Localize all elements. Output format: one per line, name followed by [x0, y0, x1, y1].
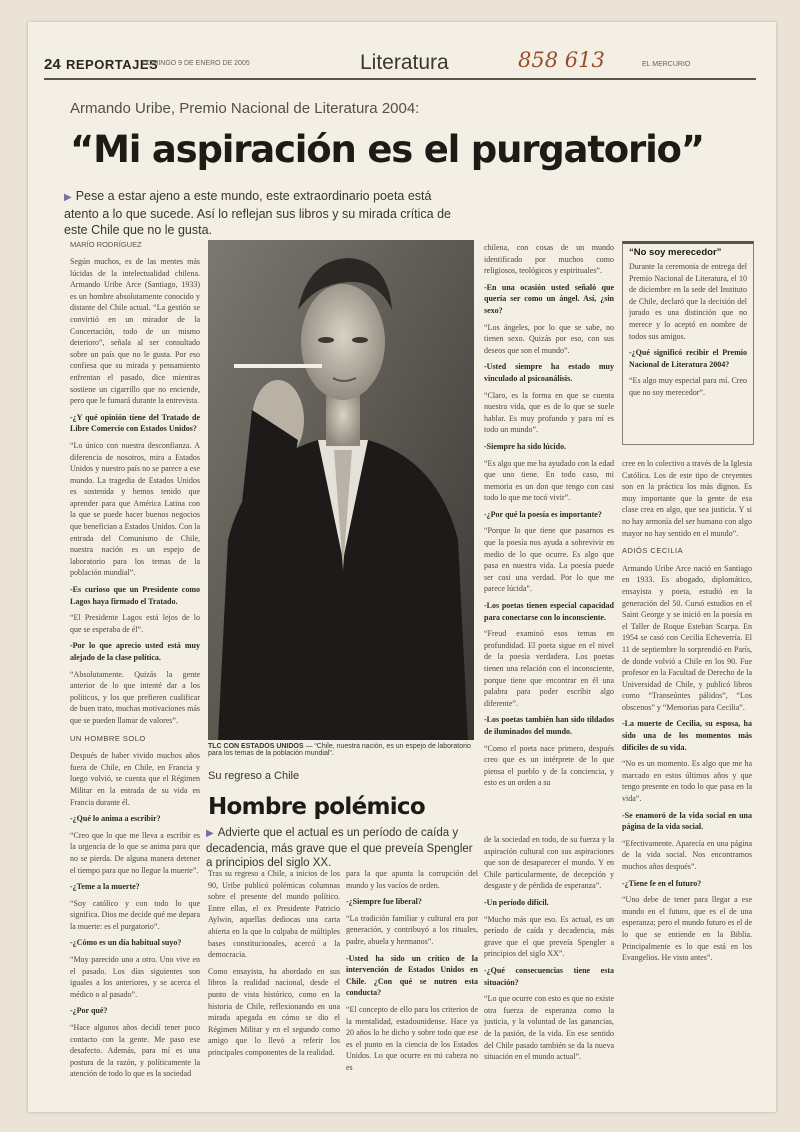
article-headline: “Mi aspiración es el purgatorio”	[70, 128, 704, 171]
question: -¿Por qué la poesía es importante?	[484, 509, 602, 519]
answer: “Soy católico y con todo lo que significa. Dios me decide qué me depara la muerte: es el purgatorio”.	[70, 898, 200, 931]
question: -¿Siempre fue liberal?	[346, 897, 422, 907]
answer: “Es algo muy especial para mí. Creo que no soy merecedor”.	[629, 376, 747, 397]
paragraph: Como ensayista, ha abordado en sus libros la realidad nacional, desde el punto de vista histórico, como en la historia de Chile, reflexionando en una mirada apegada en cómo se dio el Régimen Militar y en el segundo como amigo que lo llevó a referir los principales componentes de la realidad.	[208, 966, 340, 1057]
paragraph: de la sociedad en todo, de su fuerza y la aspiración cultural con sus aspiraciones que son de desaparecer el mundo. Y en Chile particularmente, de decepción y desgaste y de pérdida de esperanza”.	[484, 835, 614, 891]
column-3b	[484, 834, 614, 1092]
answer: “Como el poeta nace primero, después creo que es un intérprete de lo que piensa el pueblo y de la conciencia, y esto es un orden a su	[484, 743, 614, 788]
question: -Los poetas tienen especial capacidad para conectarse con lo inconsciente.	[484, 601, 614, 622]
question: -Se enamoró de la vida social en una página de la vida social.	[622, 810, 752, 832]
photo-tag: Su regreso a Chile	[208, 770, 300, 782]
caption-label: TLC CON ESTADOS UNIDOS	[208, 743, 304, 750]
question: -¿Qué lo anima a escribir?	[70, 814, 161, 824]
answer: “Los ángeles, por lo que se sabe, no tienen sexo. Quizás por eso, con sus deseos que son el mundo”.	[484, 322, 614, 355]
question: -Usted siempre ha estado muy vinculado al psicoanálisis.	[484, 362, 614, 383]
column-3	[484, 242, 614, 830]
question: -¿Por qué?	[70, 1006, 108, 1016]
section-name: REPORTAJES	[66, 57, 159, 72]
sidebar-box-title: “No soy merecedor”	[629, 247, 722, 258]
question: -Siempre ha sido lúcido.	[484, 441, 567, 451]
answer: “Hace algunos años decidí tener poco contacto con la gente. Me paso ese desafecto. Además, para mí es una postura de la razón, y políticamente la atención de todo lo que es la sociedad	[70, 1023, 200, 1079]
column-2a	[208, 868, 340, 1092]
paragraph: cree en lo colectivo a través de la Iglesia Católica. Los de este tipo de creyentes son en la práctica los más dignos. Es muy importante que la gente de esa clase crea en algo, que sea justicia. Y si no hay armonía del ser humano con algo mayor no hay sentido en el mundo”.	[622, 459, 752, 538]
answer: “No es un momento. Es algo que me ha marcado en estos últimos años y que tengo presente en todo lo que pasa en la vida”.	[622, 759, 752, 804]
question: -Usted ha sido un crítico de la intervención de Estados Unidos en Chile. ¿Con qué se nutren esta conducta?	[346, 953, 478, 998]
question: -¿Qué significó recibir el Premio Nacional de Literatura 2004?	[629, 348, 747, 369]
paragraph: chilena, con cosas de un mundo identificado por muchos como religiosos, teológicos y espirituales”.	[484, 243, 614, 276]
paragraph: Después de haber vivido muchos años fuera de Chile, en Chile, en Francia y luego volvió, se cuenta que el Régimen Militar en la entrada de su vida en Francia durante él.	[70, 751, 200, 807]
question: -¿Tiene fe en el futuro?	[622, 878, 702, 888]
question: -La muerte de Cecilia, su esposa, ha sido una de los momentos más difíciles de su vida.	[622, 719, 752, 752]
paragraph: Según muchos, es de las mentes más lúcidas de la intelectualidad chilena. Armando Uribe Arce (Santiago, 1933) es un hombre absolutamente conocido y distante del Chile actual. “La gestión se convirtió en un mirador de la Concertación, todo de un mismo deterioro”, señala al ser consultado sobre un país que no le gusta. Por eso confiesa que su mirada y pensamiento enfrentan el pasado, dice mientras sostiene un cigarrillo que no enciende, pero que le fumará durante la entrevista.	[70, 257, 200, 406]
article-deck-text: Pese a estar ajeno a este mundo, este extraordinario poeta está atento a lo que sucede. Así lo reflejan sus libros y su mirada crítica de este Chile que no le gusta.	[64, 189, 452, 237]
byline: MARÍO RODRÍGUEZ	[70, 240, 142, 249]
answer: “La tradición familiar y cultural era por generación, y contribuyó a los rituales, padre, abuela y hermanos”.	[346, 913, 478, 946]
answer: “Lo que ocurre con esto es que no existe otra fuerza de esperanza como la justicia, y la voluntad de las ganancias, de la pasión, de la vida. En ese sentido del Chile pasado también se da la nueva situación en el mundo actual”.	[484, 994, 614, 1062]
question: -En una ocasión usted señaló que quería ser como un ángel. Así, ¿sin sexo?	[484, 282, 614, 315]
answer: “El Presidente Lagos está lejos de lo que se esperaba de él”.	[70, 613, 200, 634]
paragraph: Tras su regreso a Chile, a inicios de los 90, Uribe publicó polémicas columnas sobre el presente del mundo político. Entre ellas, el ex Presidente Patricio Aylwin, aquellas dediocas una carta abierta en la que lo culpaba de múltiples bases constitucionales, acercó a la democracia.	[208, 869, 340, 960]
caption-text: “Chile, nuestra nación, es un espejo de laboratorio para los temas de la población mundial”.	[208, 743, 471, 757]
question: -Un período difícil.	[484, 897, 549, 907]
subheading: ADIÓS CECILIA	[622, 546, 684, 556]
issue-date: DOMINGO 9 DE ENERO DE 2005	[142, 60, 250, 67]
section-rubric: Literatura	[360, 51, 449, 74]
question: -¿Qué consecuencias tiene esta situación?	[484, 965, 614, 987]
portrait-illustration	[208, 240, 474, 740]
paragraph: Armando Uribe Arce nació en Santiago en 1933. Es abogado, diplomático, ensayista y poeta, estudió en la generación del 50. Cursó estudios en el Saint George y se inició en la poesía en el Taller de Roque Esteban Scarpa. En 1954 se casó con Cecilia Echeverría. El 11 de septiembre lo sorprendió en París, de donde volvió a Chile en los 90. Fue profesor en la Facultad de Derecho de la Universidad de Chile, y publicó libros como “Transeúntes pálidos”, “Los obscenos” y “Memorias para Cecilia”.	[622, 563, 752, 712]
sidebar-box	[622, 241, 754, 445]
answer: “Absolutamente. Quizás la gente anterior de lo que intenté dar a los políticos, y los que prefieren cualificar de buen trato, muchas motivaciones más que se pueden llamar de valores”.	[70, 669, 200, 725]
answer: “Creo que lo que me lleva a escribir es la urgencia de lo que se anima para que no se pierda. De alguna manera detener el tiempo para que no llegue la muerte”.	[70, 830, 200, 875]
answer: “Lo único con nuestra desconfianza. A diferencia de nosotros, mira a Estados Unidos y nuestro país no se parece a ese mundo. La tragedia de Estados Unidos es sostenida y hemos tenido que aprender para que América Latina con la que se puede hacer buenos negocios que benefician a Estados Unidos. Con la entrada del Comunismo de Chile, nuestra nación es un espejo de laboratorio para los temas de la población mundial”.	[70, 440, 200, 578]
column-1	[70, 256, 200, 1092]
page-number: 24	[44, 56, 61, 73]
column-4	[622, 458, 752, 1092]
section-deck-text: Advierte que el actual es un período de caída y decadencia, más grave que el que preveía Spengler a principios del siglo XX.	[206, 827, 473, 869]
paragraph: para la que apunta la corrupción del mundo y los vacíos de orden.	[346, 869, 478, 890]
answer: “El concepto de ello para los criterios de la mentalidad, estadounidense. Hace ya 20 años lo he dicho y sobre todo que ese es el punto en la ciencia de los Estados Unidos. Lo que ocurre en mi cabeza no es	[346, 1004, 478, 1072]
question: -Es curioso que un Presidente como Lagos haya firmado el Tratado.	[70, 585, 200, 606]
answer: “Muy parecido uno a otro. Uno vive en el pasado. Los días siguientes son iguales a los anteriores, y se acerca el médico o al pasado”.	[70, 955, 200, 999]
answer: “Porque lo que tiene que pasarnos es que la poesía nos ayuda a sobrevivir en medio de lo que ocurre. Es algo que pasa en nuestra vida. La poesía puede ser casi una verdad. Por lo que me parece lúcida”.	[484, 526, 614, 594]
question: -Por lo que aprecio usted está muy alejado de la clase política.	[70, 641, 200, 662]
answer: “Freud examinó esos temas en profundidad. El poeta sigue en el nivel de la poesía verdadera. Los poetas tienen una relación con el inconsciente, porque tiene que encontrar en él una palabra para poder escribir algo diferente”.	[484, 629, 614, 708]
question: -¿Y qué opinión tiene del Tratado de Libre Comercio con Estados Unidos?	[70, 412, 200, 434]
column-2b	[346, 868, 478, 1092]
triangle-bullet-icon: ▶	[206, 828, 214, 839]
paragraph: Durante la ceremonia de entrega del Premio Nacional de Literatura, el 10 de diciembre en la sede del Instituto de Chile, declaró que la decisión del jurado es una distinción que no merece y lo aceptó en nombre de todos sus amigos.	[629, 262, 747, 341]
answer: “Claro, es la forma en que se cuenta nuestra vida, que es de lo que se suele hablar. Es muy profundo y para mí es todo un mundo”.	[484, 390, 614, 435]
answer: “Es algo que me ha ayudado con la edad que uno tiene. En todo caso, mi memoria es un don que tengo con casi todo lo que me tocó vivir”.	[484, 458, 614, 503]
sidebar-box-body	[623, 261, 753, 433]
portrait-photo	[208, 240, 474, 740]
section-deck	[206, 826, 478, 871]
photo-caption: TLC CON ESTADOS UNIDOS — “Chile, nuestra nación, es un espejo de laboratorio para los temas de la población mundial”.	[208, 743, 471, 757]
masthead	[44, 50, 756, 80]
answer: “Uno debe de tener para llegar a ese mundo en el futuro, que es el de una esperanza; pero el mundo futuro es el de lo que se entiende en la Biblia. Principalmente es lo que está en los Evangelios. He visto antes”.	[622, 895, 752, 963]
answer: “Mucho más que eso. Es actual, es un período de caída y decadencia, más grave que el que preveía Spengler a principios del siglo XX”.	[484, 914, 614, 959]
question: -Los poetas también han sido tildados de iluminados del mundo.	[484, 715, 614, 736]
triangle-bullet-icon: ▶	[64, 192, 72, 203]
section-heading: Hombre polémico	[208, 794, 425, 820]
paper-name: EL MERCURIO	[642, 61, 691, 68]
article-deck	[64, 188, 464, 238]
question: -¿Cómo es un día habitual suyo?	[70, 938, 182, 948]
question: -¿Teme a la muerte?	[70, 882, 140, 892]
archive-stamp: 858 613	[518, 48, 605, 72]
article-kicker: Armando Uribe, Premio Nacional de Literatura 2004:	[70, 100, 420, 117]
answer: “Efectivamente. Aparecía en una página de la vida social. Nos encontramos muchos años después”.	[622, 838, 752, 871]
subheading: UN HOMBRE SOLO	[70, 733, 146, 743]
